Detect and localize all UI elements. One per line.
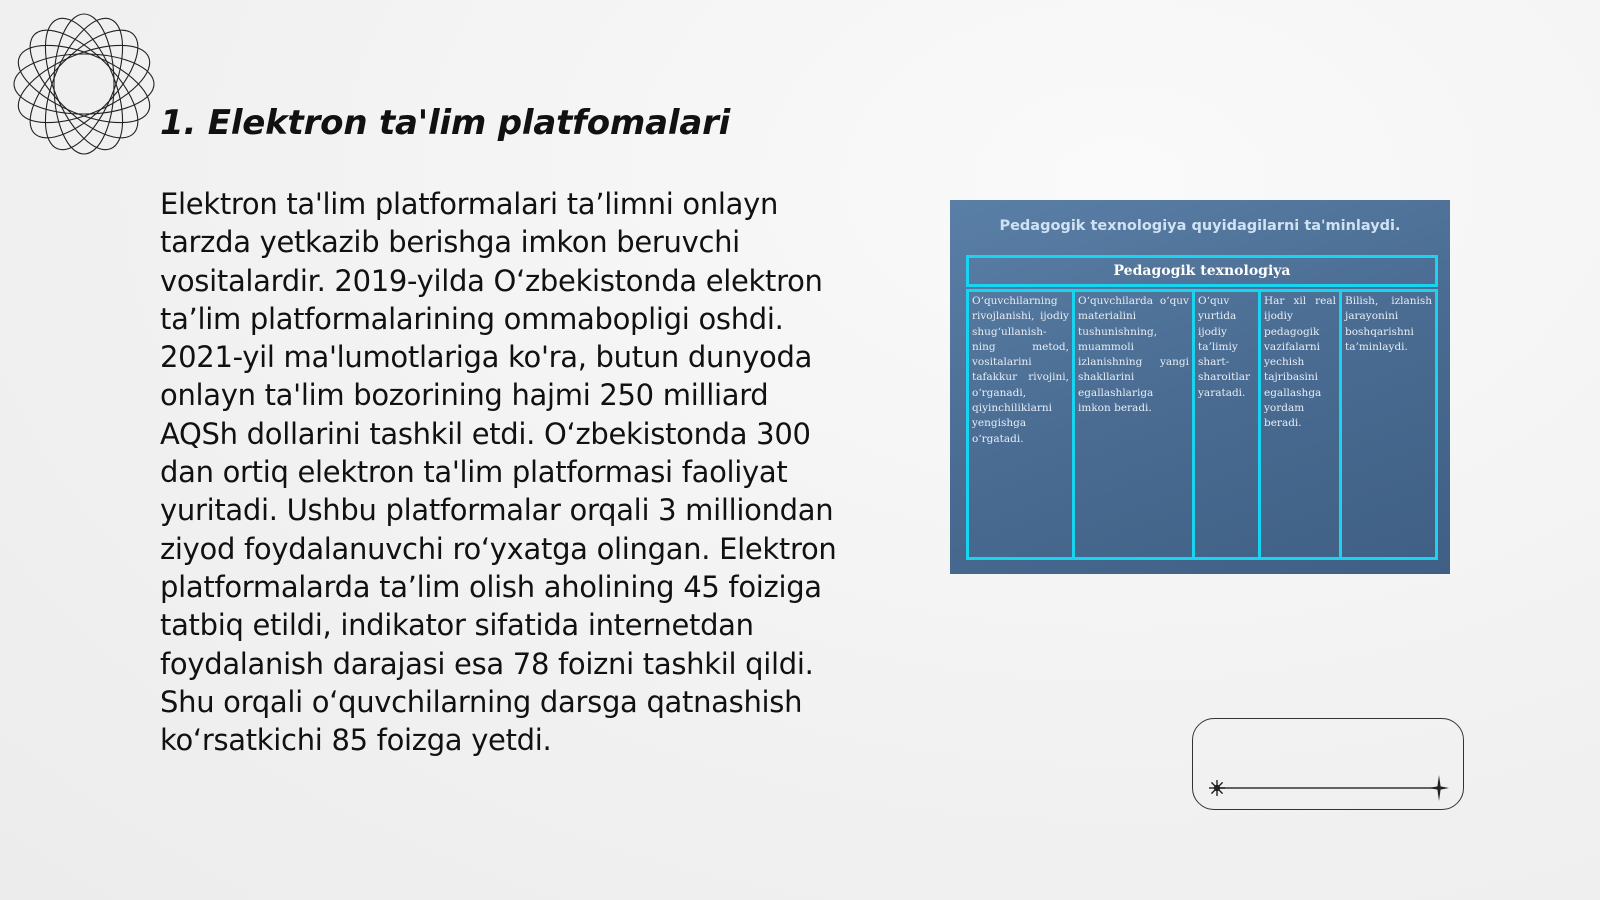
sparkle-icon	[1209, 780, 1225, 796]
decorative-rounded-box	[1192, 718, 1464, 810]
figure-caption: Pedagogik texnologiya quyidagilarni ta'minlaydi.	[999, 218, 1401, 234]
figure-column: O‘quvchilarda o‘quv materialini tushunishning, muammoli izlanishning yangi shakllarini egallashlariga imkon beradi.	[1075, 292, 1195, 557]
pedagogy-table-image	[950, 200, 1450, 574]
figure-column: Bilish, izlanish jarayonini boshqarishni ta’minlaydi.	[1345, 295, 1432, 353]
figure-table-columns	[966, 289, 1438, 560]
figure-column: Har xil real ijodiy pedagogik vazifalarni yechish tajribasini egallashga yordam beradi.	[1261, 292, 1342, 557]
slide-title: 1. Elektron ta'lim platfomalari	[160, 103, 731, 143]
decorative-line	[1193, 719, 1465, 811]
figure-table-header: Pedagogik texnologiya	[966, 255, 1438, 287]
figure-column: O‘quvchilarning rivojlanishi, ijodiy shug‘ullanish-ning metod, vositalarini tafakkur rivojini, o‘rganadi, qiyinchiliklarni yengishga o‘rgatadi.	[969, 292, 1075, 557]
star-cross-icon	[1429, 775, 1449, 801]
slide-body-text: Elektron ta'lim platformalari ta’limni onlayn tarzda yetkazib berishga imkon beruvchi vositalardir. 2019-yilda O‘zbekistonda elektron ta’lim platformalarining ommabopligi oshdi. 2021-yil ma'lumotlariga ko'ra, butun dunyoda onlayn ta'lim bozorining hajmi 250 milliard AQSh dollarini tashkil etdi. O‘zbekistonda 300 dan ortiq elektron ta'lim platformasi faoliyat yuritadi. Ushbu platformalar orqali 3 milliondan ziyod foydalanuvchi ro‘yxatga olingan. Elektron platformalarda ta’lim olish aholining 45 foiziga tatbiq etildi, indikator sifatida internetdan foydalanish darajasi esa 78 foizni tashkil qildi. Shu orqali o‘quvchilarning darsga qatnashish ko‘rsatkichi 85 foizga yetdi.	[160, 187, 837, 758]
spirograph-logo-icon	[10, 10, 158, 158]
figure-column: O‘quv yurtida ijodiy ta’limiy shart-sharoitlar yaratadi.	[1195, 292, 1261, 557]
